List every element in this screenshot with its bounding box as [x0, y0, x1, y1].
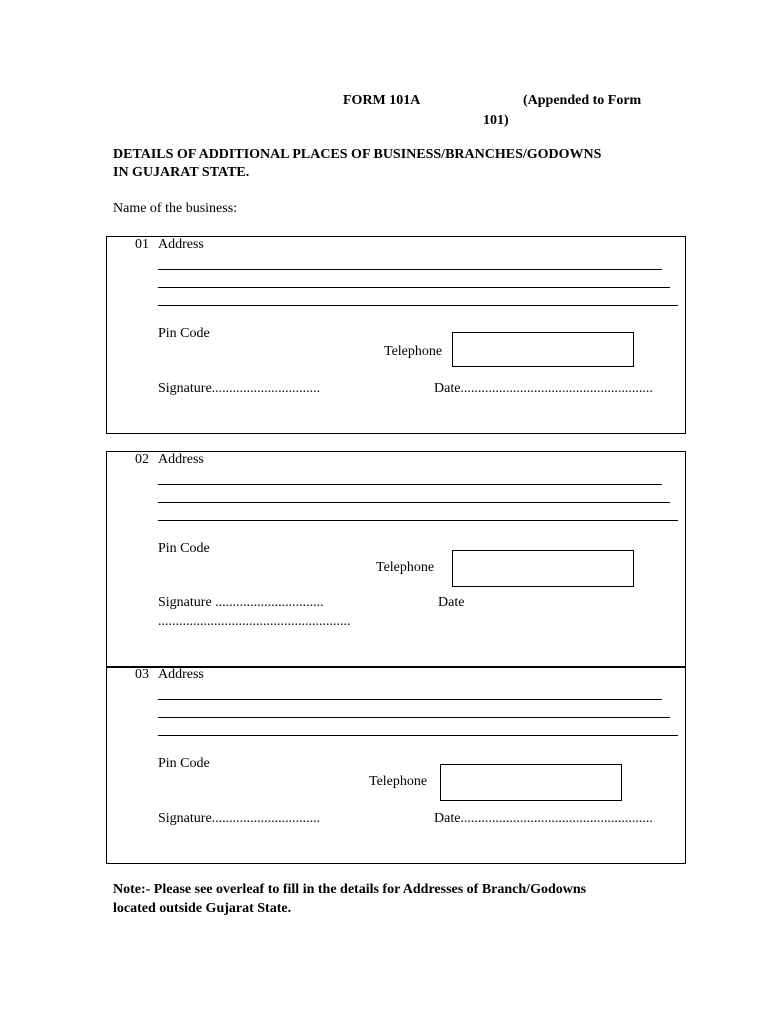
entry-03-telephone-label: Telephone — [369, 774, 428, 789]
entry-01-address-line-2[interactable] — [158, 287, 670, 288]
entry-03-address-line-2[interactable] — [158, 717, 670, 718]
entry-01-telephone-label: Telephone — [384, 344, 443, 359]
entry-02-telephone-label: Telephone — [376, 560, 435, 575]
entry-01-pin-label: Pin Code — [158, 326, 210, 341]
entry-02-date-label: Date — [438, 595, 465, 610]
entry-01-telephone-field[interactable] — [452, 332, 634, 367]
entry-03-address-line-1[interactable] — [158, 699, 662, 700]
note-line2: located outside Gujarat State. — [113, 901, 292, 916]
entry-02-address-line-2[interactable] — [158, 502, 670, 503]
entry-01-address-line-3[interactable] — [158, 305, 678, 306]
entry-02-number: 02 — [135, 452, 149, 467]
appended-note-line1: (Appended to Form — [523, 93, 642, 108]
form-number: FORM 101A — [343, 93, 421, 108]
entry-03-pin-label: Pin Code — [158, 756, 210, 771]
entry-01-date: Date....................................................... — [434, 381, 653, 396]
entry-02-telephone-field[interactable] — [452, 550, 634, 587]
entry-02-pin-label: Pin Code — [158, 541, 210, 556]
section-heading-line1: DETAILS OF ADDITIONAL PLACES OF BUSINESS/BRANCHES/GODOWNS — [113, 147, 602, 162]
appended-note-line2: 101) — [483, 113, 509, 128]
entry-02-date-dots: ....................................................... — [158, 614, 351, 629]
entry-03-number: 03 — [135, 667, 149, 682]
entry-03-address-label: Address — [158, 667, 204, 682]
entry-02-address-label: Address — [158, 452, 204, 467]
entry-02-signature: Signature ............................... — [158, 595, 324, 610]
entry-03-address-line-3[interactable] — [158, 735, 678, 736]
entry-01-signature: Signature............................... — [158, 381, 321, 396]
entry-01-address-line-1[interactable] — [158, 269, 662, 270]
entry-01-number: 01 — [135, 237, 149, 252]
entry-02-address-line-1[interactable] — [158, 484, 662, 485]
business-name-label: Name of the business: — [113, 201, 238, 216]
entry-01-address-label: Address — [158, 237, 204, 252]
entry-02-address-line-3[interactable] — [158, 520, 678, 521]
entry-03-telephone-field[interactable] — [440, 764, 622, 801]
entry-03-date: Date....................................................... — [434, 811, 653, 826]
section-heading-line2: IN GUJARAT STATE. — [113, 165, 250, 180]
entry-03-signature: Signature............................... — [158, 811, 321, 826]
note-line1: Note:- Please see overleaf to fill in the details for Addresses of Branch/Godowns — [113, 882, 587, 897]
